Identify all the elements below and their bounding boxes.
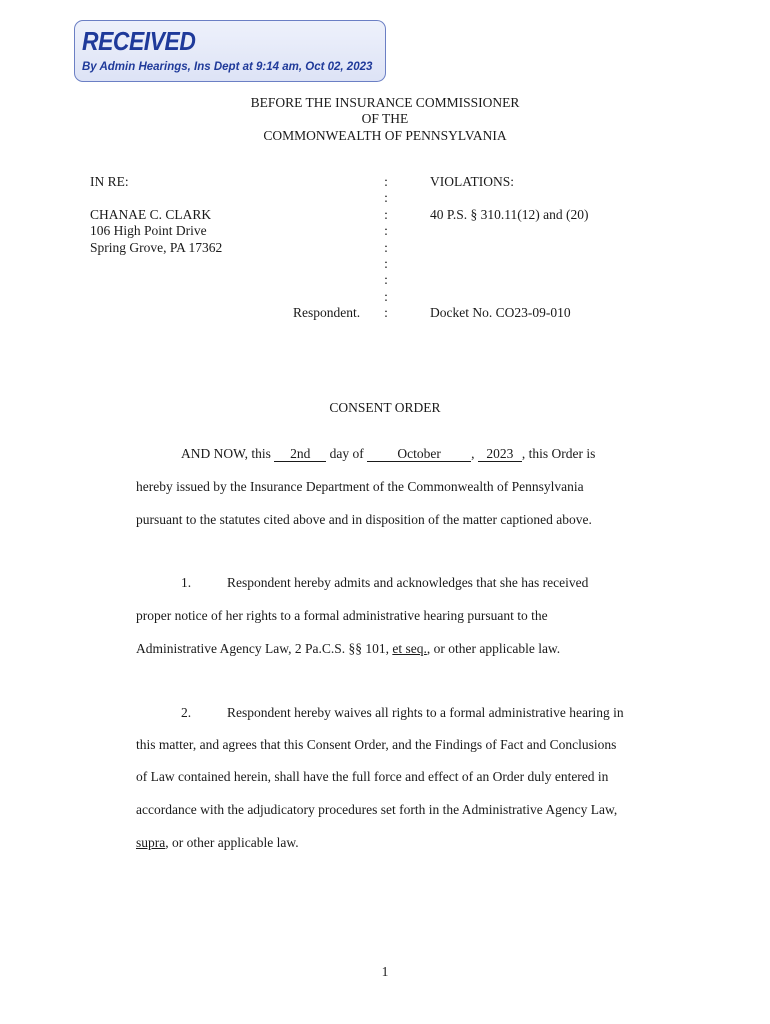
paragraph-2-line-2: this matter, and agrees that this Consent Order, and the Findings of Fact and Conclusions (136, 737, 617, 752)
caption-colon: : (384, 240, 388, 255)
paragraph-1-line-1: Respondent hereby admits and acknowledges that she has received (227, 575, 589, 590)
received-stamp (74, 20, 386, 82)
address-line-1: 106 High Point Drive (90, 223, 207, 238)
caption-colon: : (384, 207, 388, 222)
violations-label: VIOLATIONS: (430, 174, 514, 189)
et-seq: et seq. (392, 641, 427, 656)
caption-colon: : (384, 174, 388, 189)
stamp-title: RECEIVED (82, 26, 196, 56)
intro-text: , (471, 446, 478, 461)
paragraph-2-line-5 (136, 835, 299, 851)
paragraph-1-line-2: proper notice of her rights to a formal administrative hearing pursuant to the (136, 608, 548, 623)
paragraph-1-number: 1. (181, 575, 192, 590)
caption-colon: : (384, 272, 388, 287)
caption-colon: : (384, 289, 388, 304)
respondent-name: CHANAE C. CLARK (90, 207, 212, 222)
intro-text: AND NOW, this (181, 446, 275, 461)
intro-text: , this Order is (521, 446, 596, 461)
header-line-3: COMMONWEALTH OF PENNSYLVANIA (263, 128, 507, 143)
docket-number: Docket No. CO23-09-010 (430, 305, 571, 320)
intro-line-2: hereby issued by the Insurance Department of the Commonwealth of Pennsylvania (136, 479, 584, 494)
in-re-label: IN RE: (90, 174, 129, 189)
paragraph-2-line-3: of Law contained herein, shall have the full force and effect of an Order duly entered in (136, 769, 609, 784)
supra: supra (136, 835, 166, 850)
paragraph-2-text: , or other applicable law. (165, 835, 299, 850)
respondent-label: Respondent. (293, 305, 361, 320)
month-field: October (367, 447, 471, 462)
paragraph-1-text: , or other applicable law. (426, 641, 561, 656)
paragraph-2-number: 2. (181, 705, 192, 720)
address-line-2: Spring Grove, PA 17362 (90, 240, 223, 255)
intro-line-1 (181, 446, 595, 462)
header-line-2: OF THE (361, 111, 409, 126)
day-field: 2nd (274, 447, 326, 462)
stamp-subtitle: By Admin Hearings, Ins Dept at 9:14 am, Oct 02, 2023 (82, 61, 373, 73)
paragraph-2-line-4: accordance with the adjudicatory procedures set forth in the Administrative Agency Law, (136, 802, 618, 817)
caption-colon: : (384, 256, 388, 271)
header-line-1: BEFORE THE INSURANCE COMMISSIONER (250, 95, 520, 110)
caption-colon: : (384, 223, 388, 238)
violations-value: 40 P.S. § 310.11(12) and (20) (430, 207, 589, 222)
page-number: 1 (381, 964, 389, 979)
intro-text: day of (326, 446, 368, 461)
caption-colon: : (384, 305, 388, 320)
paragraph-1-text: Administrative Agency Law, 2 Pa.C.S. §§ 101, (136, 641, 393, 656)
year-field: 2023 (478, 447, 522, 462)
caption-colon: : (384, 190, 388, 205)
intro-line-3: pursuant to the statutes cited above and in disposition of the matter captioned above. (136, 512, 592, 527)
document-title: CONSENT ORDER (329, 400, 441, 415)
paragraph-1-line-3 (136, 641, 560, 657)
paragraph-2-line-1: Respondent hereby waives all rights to a formal administrative hearing in (227, 705, 624, 720)
